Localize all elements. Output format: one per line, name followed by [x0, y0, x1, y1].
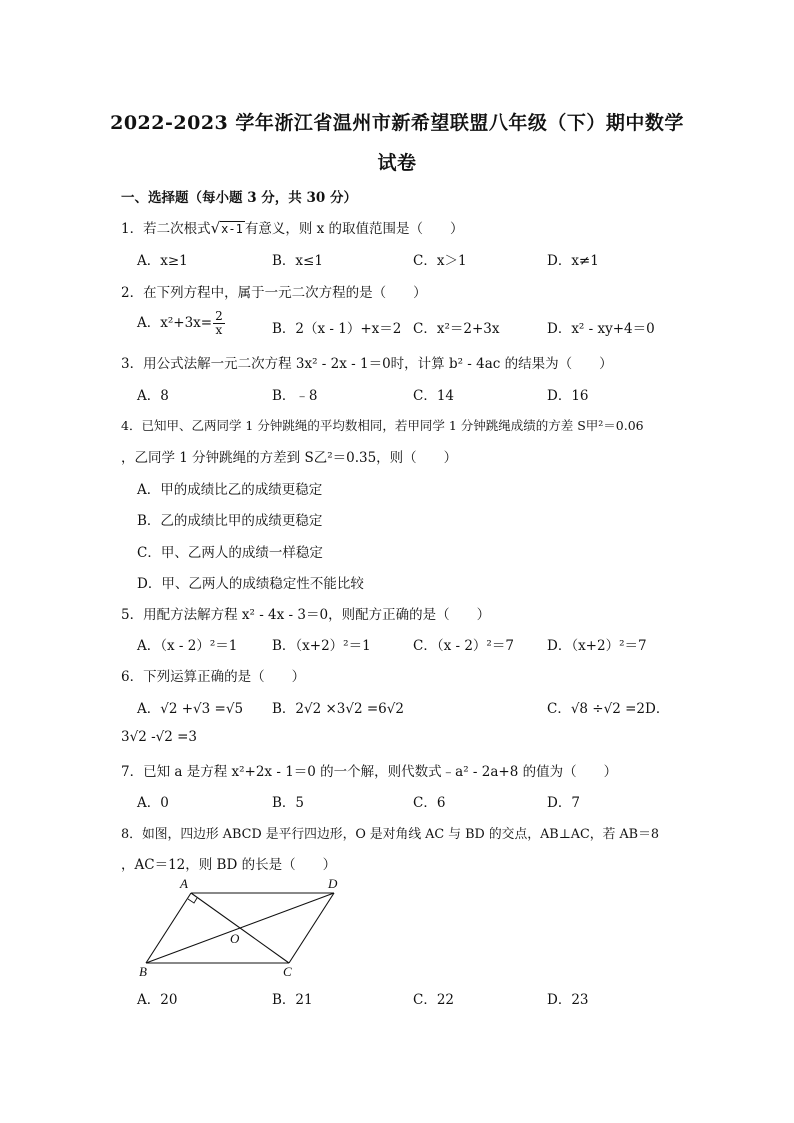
q6-option-a: A．√2 +√3 =√5	[137, 701, 244, 717]
q7-option-c: C．6	[413, 795, 446, 811]
question-3: 3．用公式法解一元二次方程 3x² - 2x - 1＝0时，计算 b² - 4ac 的结果为（ ）	[121, 356, 613, 372]
q6-option-c: C．√8 ÷√2 =2D．	[547, 701, 670, 717]
section-heading: 一、选择题（每小题 3 分，共 30 分）	[121, 190, 357, 206]
q5-option-a: A．（x - 2）²＝1	[137, 638, 238, 654]
q6-option-d: 3√2 -√2 =3	[121, 729, 198, 745]
q8-option-b: B．21	[272, 992, 313, 1008]
q2-option-c: C．x²＝2+3x	[413, 321, 500, 337]
exam-title-line2: 试卷	[377, 152, 417, 174]
question-4-line2: ，乙同学 1 分钟跳绳的方差到 S乙²＝0.35，则（ ）	[121, 450, 458, 466]
q2-option-a-text: A．x²+3x=	[137, 315, 213, 331]
q7-option-d: D．7	[547, 795, 580, 811]
q1-option-c: C．x＞1	[413, 253, 467, 269]
exam-title-line1: 2022-2023 学年浙江省温州市新希望联盟八年级（下）期中数学	[110, 112, 684, 134]
q1-option-b: B．x≤1	[272, 253, 323, 269]
diagonal-bd	[146, 893, 334, 963]
q7-option-b: B．5	[272, 795, 305, 811]
q3-option-a: A．8	[137, 388, 169, 404]
edge-dc	[289, 893, 334, 963]
q7-option-a: A．0	[137, 795, 169, 811]
q4-option-c: C．甲、乙两人的成绩一样稳定	[137, 545, 323, 561]
q8-option-a: A．20	[137, 992, 178, 1008]
label-a: A	[180, 876, 188, 891]
label-d: D	[328, 876, 338, 891]
q2-option-d: D．x² - xy+4＝0	[547, 321, 655, 337]
q1-option-a: A．x≥1	[137, 253, 188, 269]
q2-option-b: B．2（x - 1）+x＝2	[272, 321, 402, 337]
q5-option-d: D．（x+2）²＝7	[547, 638, 647, 654]
q8-option-c: C．22	[413, 992, 455, 1008]
radical-icon: √	[210, 219, 221, 237]
question-7: 7．已知 a 是方程 x²+2x - 1＝0 的一个解，则代数式﹣a² - 2a+8 的值为（ ）	[121, 764, 618, 780]
edge-ab	[146, 893, 191, 963]
q1-prefix: 1．若二次根式	[121, 221, 211, 237]
q5-option-b: B．（x+2）²＝1	[272, 638, 371, 654]
q6-option-b: B．2√2 ×3√2 =6√2	[272, 701, 404, 717]
q5-option-c: C．（x - 2）²＝7	[413, 638, 514, 654]
q8-option-d: D．23	[547, 992, 589, 1008]
question-8-line2: ，AC＝12，则 BD 的长是（ ）	[121, 857, 337, 873]
question-5: 5．用配方法解方程 x² - 4x - 3＝0，则配方正确的是（ ）	[121, 607, 491, 623]
q1-radicand: x-1	[221, 222, 243, 236]
q1-suffix: 有意义，则 x 的取值范围是（ ）	[244, 221, 464, 237]
right-angle-mark	[188, 898, 197, 903]
q3-option-c: C．14	[413, 388, 455, 404]
label-b: B	[139, 964, 147, 979]
q4-option-b: B．乙的成绩比甲的成绩更稳定	[137, 513, 323, 529]
label-o: O	[230, 931, 240, 946]
q4-option-d: D．甲、乙两人的成绩稳定性不能比较	[137, 576, 364, 592]
q4-option-a: A．甲的成绩比乙的成绩更稳定	[137, 482, 323, 498]
q2-fraction-numerator: 2	[215, 309, 223, 323]
q2-fraction-denominator: x	[215, 323, 223, 337]
question-4-line1: 4．已知甲、乙两同学 1 分钟跳绳的平均数相同，若甲同学 1 分钟跳绳成绩的方差 S甲²＝0.06	[121, 418, 644, 433]
question-8-line1: 8．如图，四边形 ABCD 是平行四边形，O 是对角线 AC 与 BD 的交点，AB⊥AC，若 AB＝8	[121, 827, 660, 842]
label-c: C	[283, 964, 292, 979]
q1-option-d: D．x≠1	[547, 253, 599, 269]
question-6: 6．下列运算正确的是（ ）	[121, 669, 306, 685]
q3-option-d: D．16	[547, 388, 589, 404]
question-2: 2．在下列方程中，属于一元二次方程的是（ ）	[121, 285, 427, 301]
q3-option-b: B．﹣8	[272, 388, 318, 404]
